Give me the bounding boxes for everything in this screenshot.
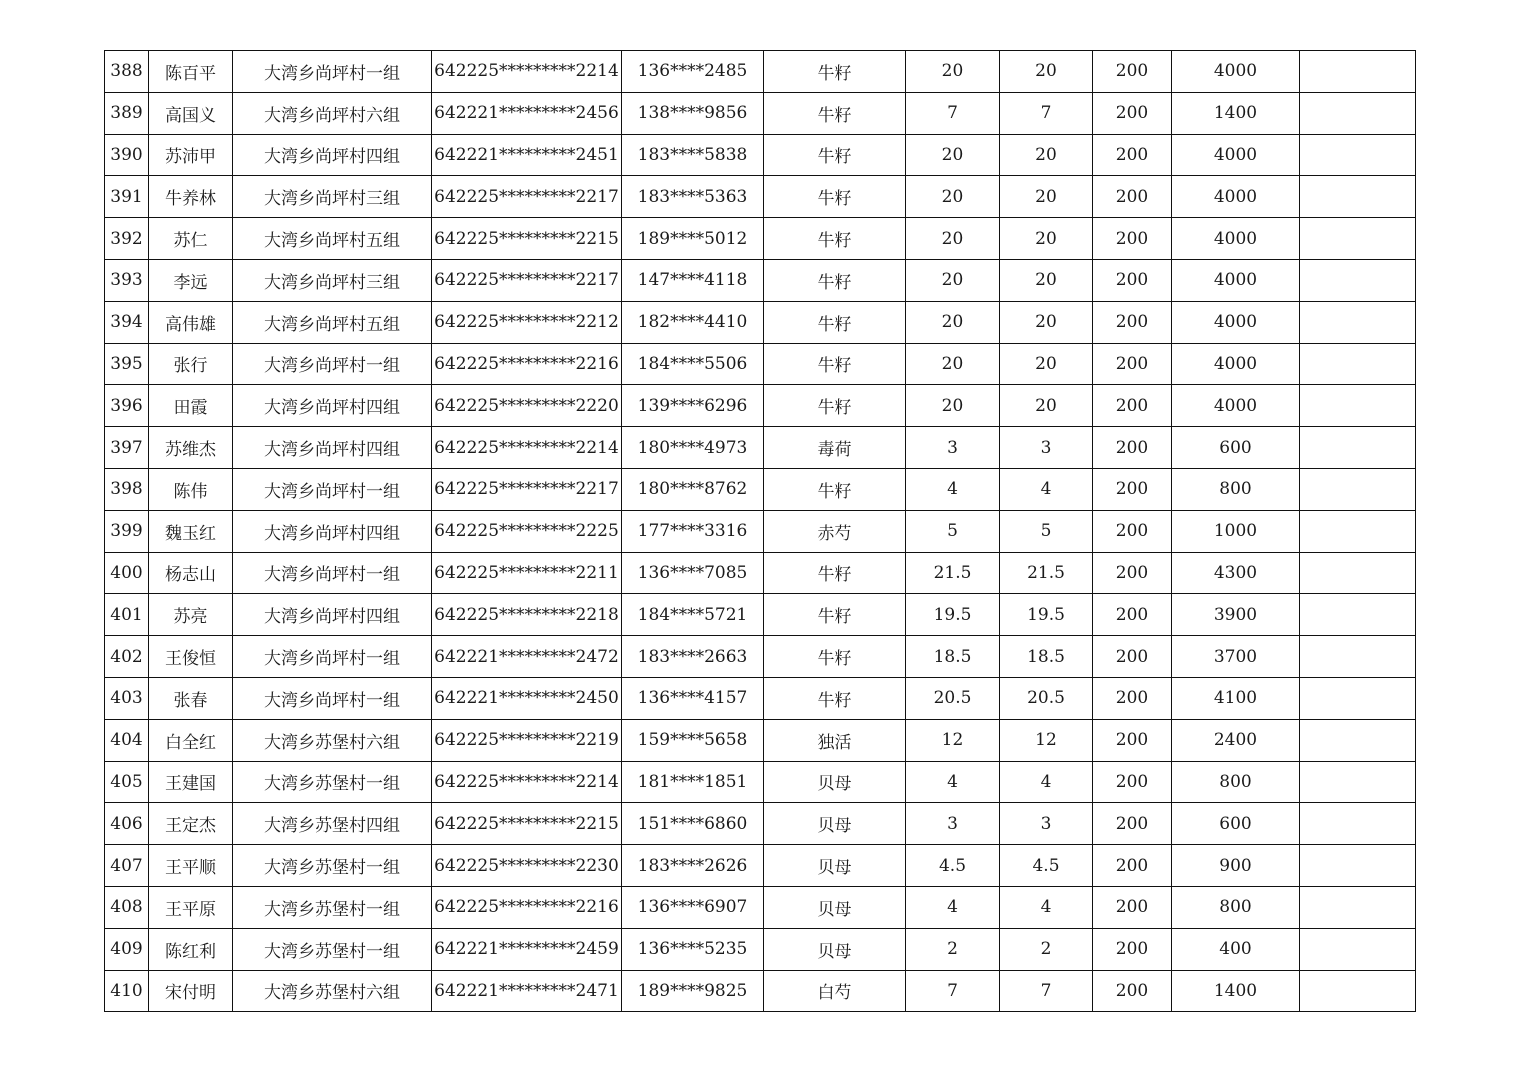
- id-number-cell: 642225*********2214: [432, 761, 622, 803]
- amount-cell: 400: [1172, 928, 1300, 970]
- note-cell: [1300, 51, 1416, 93]
- area-cell: 4: [906, 468, 1000, 510]
- area-cell: 7: [906, 970, 1000, 1012]
- name-cell: 苏沛甲: [149, 134, 233, 176]
- id-number-cell: 642225*********2215: [432, 803, 622, 845]
- address-cell: 大湾乡苏堡村四组: [233, 803, 432, 845]
- amount-cell: 600: [1172, 427, 1300, 469]
- rate-cell: 200: [1093, 677, 1172, 719]
- area-cell: 3: [906, 427, 1000, 469]
- phone-cell: 183****5363: [622, 176, 764, 218]
- table-row: [105, 594, 1416, 636]
- row-number-cell: 408: [105, 886, 149, 928]
- crop-cell: 牛籽: [764, 176, 906, 218]
- note-cell: [1300, 552, 1416, 594]
- table-row: [105, 301, 1416, 343]
- verified-area-cell: 21.5: [1000, 552, 1093, 594]
- rate-cell: 200: [1093, 845, 1172, 887]
- table-row: [105, 134, 1416, 176]
- name-cell: 苏仁: [149, 218, 233, 260]
- id-number-cell: 642221*********2472: [432, 636, 622, 678]
- rate-cell: 200: [1093, 343, 1172, 385]
- row-number-cell: 392: [105, 218, 149, 260]
- crop-cell: 赤芍: [764, 510, 906, 552]
- phone-cell: 181****1851: [622, 761, 764, 803]
- rate-cell: 200: [1093, 259, 1172, 301]
- verified-area-cell: 20: [1000, 134, 1093, 176]
- note-cell: [1300, 886, 1416, 928]
- table-row: [105, 218, 1416, 260]
- id-number-cell: 642225*********2217: [432, 176, 622, 218]
- row-number-cell: 404: [105, 719, 149, 761]
- verified-area-cell: 20: [1000, 343, 1093, 385]
- id-number-cell: 642225*********2217: [432, 468, 622, 510]
- crop-cell: 牛籽: [764, 636, 906, 678]
- amount-cell: 1400: [1172, 970, 1300, 1012]
- row-number-cell: 396: [105, 385, 149, 427]
- amount-cell: 4000: [1172, 51, 1300, 93]
- rate-cell: 200: [1093, 427, 1172, 469]
- crop-cell: 牛籽: [764, 134, 906, 176]
- name-cell: 张春: [149, 677, 233, 719]
- table-row: [105, 928, 1416, 970]
- verified-area-cell: 20.5: [1000, 677, 1093, 719]
- row-number-cell: 393: [105, 259, 149, 301]
- id-number-cell: 642225*********2214: [432, 427, 622, 469]
- rate-cell: 200: [1093, 719, 1172, 761]
- phone-cell: 151****6860: [622, 803, 764, 845]
- crop-cell: 毒荷: [764, 427, 906, 469]
- table-row: [105, 636, 1416, 678]
- rate-cell: 200: [1093, 886, 1172, 928]
- rate-cell: 200: [1093, 385, 1172, 427]
- id-number-cell: 642221*********2450: [432, 677, 622, 719]
- phone-cell: 184****5506: [622, 343, 764, 385]
- id-number-cell: 642225*********2230: [432, 845, 622, 887]
- name-cell: 魏玉红: [149, 510, 233, 552]
- verified-area-cell: 5: [1000, 510, 1093, 552]
- address-cell: 大湾乡苏堡村一组: [233, 928, 432, 970]
- row-number-cell: 388: [105, 51, 149, 93]
- amount-cell: 800: [1172, 761, 1300, 803]
- row-number-cell: 400: [105, 552, 149, 594]
- amount-cell: 800: [1172, 468, 1300, 510]
- crop-cell: 牛籽: [764, 51, 906, 93]
- name-cell: 陈伟: [149, 468, 233, 510]
- rate-cell: 200: [1093, 176, 1172, 218]
- area-cell: 20: [906, 301, 1000, 343]
- id-number-cell: 642225*********2220: [432, 385, 622, 427]
- amount-cell: 3700: [1172, 636, 1300, 678]
- address-cell: 大湾乡尚坪村一组: [233, 636, 432, 678]
- row-number-cell: 391: [105, 176, 149, 218]
- area-cell: 20: [906, 343, 1000, 385]
- name-cell: 白全红: [149, 719, 233, 761]
- note-cell: [1300, 970, 1416, 1012]
- amount-cell: 4000: [1172, 385, 1300, 427]
- name-cell: 高伟雄: [149, 301, 233, 343]
- area-cell: 21.5: [906, 552, 1000, 594]
- name-cell: 李远: [149, 259, 233, 301]
- row-number-cell: 397: [105, 427, 149, 469]
- subsidy-table: [104, 50, 1416, 1012]
- rate-cell: 200: [1093, 301, 1172, 343]
- id-number-cell: 642221*********2471: [432, 970, 622, 1012]
- note-cell: [1300, 134, 1416, 176]
- rate-cell: 200: [1093, 51, 1172, 93]
- row-number-cell: 403: [105, 677, 149, 719]
- amount-cell: 3900: [1172, 594, 1300, 636]
- table-row: [105, 510, 1416, 552]
- rate-cell: 200: [1093, 761, 1172, 803]
- rate-cell: 200: [1093, 134, 1172, 176]
- rate-cell: 200: [1093, 510, 1172, 552]
- area-cell: 18.5: [906, 636, 1000, 678]
- address-cell: 大湾乡尚坪村四组: [233, 594, 432, 636]
- address-cell: 大湾乡苏堡村六组: [233, 719, 432, 761]
- note-cell: [1300, 845, 1416, 887]
- id-number-cell: 642225*********2212: [432, 301, 622, 343]
- name-cell: 陈红利: [149, 928, 233, 970]
- verified-area-cell: 4.5: [1000, 845, 1093, 887]
- row-number-cell: 395: [105, 343, 149, 385]
- crop-cell: 贝母: [764, 845, 906, 887]
- verified-area-cell: 20: [1000, 259, 1093, 301]
- verified-area-cell: 4: [1000, 468, 1093, 510]
- id-number-cell: 642221*********2459: [432, 928, 622, 970]
- address-cell: 大湾乡苏堡村一组: [233, 886, 432, 928]
- area-cell: 4: [906, 761, 1000, 803]
- name-cell: 牛养林: [149, 176, 233, 218]
- id-number-cell: 642225*********2211: [432, 552, 622, 594]
- phone-cell: 189****9825: [622, 970, 764, 1012]
- verified-area-cell: 7: [1000, 970, 1093, 1012]
- id-number-cell: 642225*********2216: [432, 886, 622, 928]
- area-cell: 2: [906, 928, 1000, 970]
- table-row: [105, 92, 1416, 134]
- area-cell: 19.5: [906, 594, 1000, 636]
- id-number-cell: 642225*********2225: [432, 510, 622, 552]
- verified-area-cell: 2: [1000, 928, 1093, 970]
- crop-cell: 牛籽: [764, 259, 906, 301]
- address-cell: 大湾乡苏堡村一组: [233, 761, 432, 803]
- id-number-cell: 642225*********2215: [432, 218, 622, 260]
- row-number-cell: 398: [105, 468, 149, 510]
- name-cell: 田霞: [149, 385, 233, 427]
- amount-cell: 4000: [1172, 259, 1300, 301]
- phone-cell: 182****4410: [622, 301, 764, 343]
- table-row: [105, 845, 1416, 887]
- table-row: [105, 719, 1416, 761]
- area-cell: 20: [906, 176, 1000, 218]
- verified-area-cell: 20: [1000, 176, 1093, 218]
- verified-area-cell: 12: [1000, 719, 1093, 761]
- table-row: [105, 259, 1416, 301]
- note-cell: [1300, 343, 1416, 385]
- address-cell: 大湾乡尚坪村五组: [233, 301, 432, 343]
- name-cell: 高国义: [149, 92, 233, 134]
- table-row: [105, 51, 1416, 93]
- crop-cell: 牛籽: [764, 677, 906, 719]
- address-cell: 大湾乡苏堡村一组: [233, 845, 432, 887]
- amount-cell: 900: [1172, 845, 1300, 887]
- area-cell: 5: [906, 510, 1000, 552]
- phone-cell: 180****4973: [622, 427, 764, 469]
- rate-cell: 200: [1093, 803, 1172, 845]
- name-cell: 苏亮: [149, 594, 233, 636]
- address-cell: 大湾乡尚坪村一组: [233, 468, 432, 510]
- phone-cell: 136****6907: [622, 886, 764, 928]
- verified-area-cell: 20: [1000, 218, 1093, 260]
- id-number-cell: 642225*********2217: [432, 259, 622, 301]
- area-cell: 3: [906, 803, 1000, 845]
- amount-cell: 1000: [1172, 510, 1300, 552]
- rate-cell: 200: [1093, 594, 1172, 636]
- note-cell: [1300, 176, 1416, 218]
- note-cell: [1300, 301, 1416, 343]
- note-cell: [1300, 761, 1416, 803]
- row-number-cell: 402: [105, 636, 149, 678]
- area-cell: 20: [906, 218, 1000, 260]
- area-cell: 20: [906, 134, 1000, 176]
- address-cell: 大湾乡尚坪村四组: [233, 385, 432, 427]
- table-row: [105, 427, 1416, 469]
- phone-cell: 177****3316: [622, 510, 764, 552]
- note-cell: [1300, 385, 1416, 427]
- row-number-cell: 407: [105, 845, 149, 887]
- crop-cell: 牛籽: [764, 301, 906, 343]
- area-cell: 20.5: [906, 677, 1000, 719]
- area-cell: 20: [906, 51, 1000, 93]
- verified-area-cell: 7: [1000, 92, 1093, 134]
- amount-cell: 4000: [1172, 176, 1300, 218]
- note-cell: [1300, 259, 1416, 301]
- id-number-cell: 642225*********2219: [432, 719, 622, 761]
- phone-cell: 147****4118: [622, 259, 764, 301]
- address-cell: 大湾乡尚坪村一组: [233, 343, 432, 385]
- crop-cell: 牛籽: [764, 218, 906, 260]
- row-number-cell: 390: [105, 134, 149, 176]
- table-row: [105, 343, 1416, 385]
- phone-cell: 183****2626: [622, 845, 764, 887]
- table-row: [105, 176, 1416, 218]
- amount-cell: 1400: [1172, 92, 1300, 134]
- address-cell: 大湾乡尚坪村三组: [233, 259, 432, 301]
- amount-cell: 4100: [1172, 677, 1300, 719]
- table-row: [105, 761, 1416, 803]
- amount-cell: 600: [1172, 803, 1300, 845]
- id-number-cell: 642221*********2451: [432, 134, 622, 176]
- note-cell: [1300, 719, 1416, 761]
- area-cell: 4: [906, 886, 1000, 928]
- table-row: [105, 803, 1416, 845]
- rate-cell: 200: [1093, 218, 1172, 260]
- table-row: [105, 385, 1416, 427]
- verified-area-cell: 4: [1000, 761, 1093, 803]
- verified-area-cell: 20: [1000, 301, 1093, 343]
- phone-cell: 184****5721: [622, 594, 764, 636]
- crop-cell: 贝母: [764, 803, 906, 845]
- note-cell: [1300, 636, 1416, 678]
- crop-cell: 牛籽: [764, 552, 906, 594]
- note-cell: [1300, 468, 1416, 510]
- rate-cell: 200: [1093, 552, 1172, 594]
- address-cell: 大湾乡尚坪村五组: [233, 218, 432, 260]
- address-cell: 大湾乡苏堡村六组: [233, 970, 432, 1012]
- amount-cell: 4000: [1172, 218, 1300, 260]
- row-number-cell: 401: [105, 594, 149, 636]
- note-cell: [1300, 92, 1416, 134]
- address-cell: 大湾乡尚坪村四组: [233, 510, 432, 552]
- address-cell: 大湾乡尚坪村四组: [233, 427, 432, 469]
- name-cell: 王平原: [149, 886, 233, 928]
- note-cell: [1300, 677, 1416, 719]
- crop-cell: 牛籽: [764, 385, 906, 427]
- amount-cell: 800: [1172, 886, 1300, 928]
- amount-cell: 4000: [1172, 134, 1300, 176]
- amount-cell: 4000: [1172, 343, 1300, 385]
- address-cell: 大湾乡尚坪村一组: [233, 51, 432, 93]
- row-number-cell: 389: [105, 92, 149, 134]
- verified-area-cell: 3: [1000, 427, 1093, 469]
- crop-cell: 白芍: [764, 970, 906, 1012]
- name-cell: 苏维杰: [149, 427, 233, 469]
- id-number-cell: 642225*********2218: [432, 594, 622, 636]
- table-row: [105, 468, 1416, 510]
- verified-area-cell: 18.5: [1000, 636, 1093, 678]
- rate-cell: 200: [1093, 468, 1172, 510]
- phone-cell: 138****9856: [622, 92, 764, 134]
- name-cell: 王建国: [149, 761, 233, 803]
- rate-cell: 200: [1093, 970, 1172, 1012]
- name-cell: 宋付明: [149, 970, 233, 1012]
- phone-cell: 159****5658: [622, 719, 764, 761]
- crop-cell: 牛籽: [764, 92, 906, 134]
- table-row: [105, 886, 1416, 928]
- row-number-cell: 394: [105, 301, 149, 343]
- crop-cell: 贝母: [764, 928, 906, 970]
- verified-area-cell: 20: [1000, 51, 1093, 93]
- crop-cell: 贝母: [764, 761, 906, 803]
- crop-cell: 贝母: [764, 886, 906, 928]
- id-number-cell: 642225*********2216: [432, 343, 622, 385]
- note-cell: [1300, 594, 1416, 636]
- amount-cell: 4300: [1172, 552, 1300, 594]
- phone-cell: 180****8762: [622, 468, 764, 510]
- phone-cell: 139****6296: [622, 385, 764, 427]
- rate-cell: 200: [1093, 92, 1172, 134]
- id-number-cell: 642225*********2214: [432, 51, 622, 93]
- row-number-cell: 409: [105, 928, 149, 970]
- row-number-cell: 410: [105, 970, 149, 1012]
- note-cell: [1300, 803, 1416, 845]
- note-cell: [1300, 427, 1416, 469]
- address-cell: 大湾乡尚坪村一组: [233, 552, 432, 594]
- verified-area-cell: 19.5: [1000, 594, 1093, 636]
- row-number-cell: 406: [105, 803, 149, 845]
- row-number-cell: 405: [105, 761, 149, 803]
- phone-cell: 183****2663: [622, 636, 764, 678]
- name-cell: 王俊恒: [149, 636, 233, 678]
- table-row: [105, 970, 1416, 1012]
- phone-cell: 136****5235: [622, 928, 764, 970]
- table-body: [105, 51, 1416, 1012]
- row-number-cell: 399: [105, 510, 149, 552]
- crop-cell: 独活: [764, 719, 906, 761]
- note-cell: [1300, 218, 1416, 260]
- phone-cell: 136****4157: [622, 677, 764, 719]
- table-row: [105, 552, 1416, 594]
- area-cell: 12: [906, 719, 1000, 761]
- address-cell: 大湾乡尚坪村四组: [233, 134, 432, 176]
- address-cell: 大湾乡尚坪村三组: [233, 176, 432, 218]
- rate-cell: 200: [1093, 636, 1172, 678]
- note-cell: [1300, 510, 1416, 552]
- verified-area-cell: 20: [1000, 385, 1093, 427]
- phone-cell: 136****7085: [622, 552, 764, 594]
- name-cell: 王平顺: [149, 845, 233, 887]
- address-cell: 大湾乡尚坪村一组: [233, 677, 432, 719]
- amount-cell: 2400: [1172, 719, 1300, 761]
- area-cell: 7: [906, 92, 1000, 134]
- phone-cell: 183****5838: [622, 134, 764, 176]
- amount-cell: 4000: [1172, 301, 1300, 343]
- crop-cell: 牛籽: [764, 343, 906, 385]
- id-number-cell: 642221*********2456: [432, 92, 622, 134]
- area-cell: 20: [906, 259, 1000, 301]
- area-cell: 20: [906, 385, 1000, 427]
- area-cell: 4.5: [906, 845, 1000, 887]
- table-row: [105, 677, 1416, 719]
- verified-area-cell: 4: [1000, 886, 1093, 928]
- name-cell: 陈百平: [149, 51, 233, 93]
- crop-cell: 牛籽: [764, 594, 906, 636]
- name-cell: 张行: [149, 343, 233, 385]
- phone-cell: 136****2485: [622, 51, 764, 93]
- verified-area-cell: 3: [1000, 803, 1093, 845]
- name-cell: 杨志山: [149, 552, 233, 594]
- name-cell: 王定杰: [149, 803, 233, 845]
- address-cell: 大湾乡尚坪村六组: [233, 92, 432, 134]
- crop-cell: 牛籽: [764, 468, 906, 510]
- phone-cell: 189****5012: [622, 218, 764, 260]
- note-cell: [1300, 928, 1416, 970]
- rate-cell: 200: [1093, 928, 1172, 970]
